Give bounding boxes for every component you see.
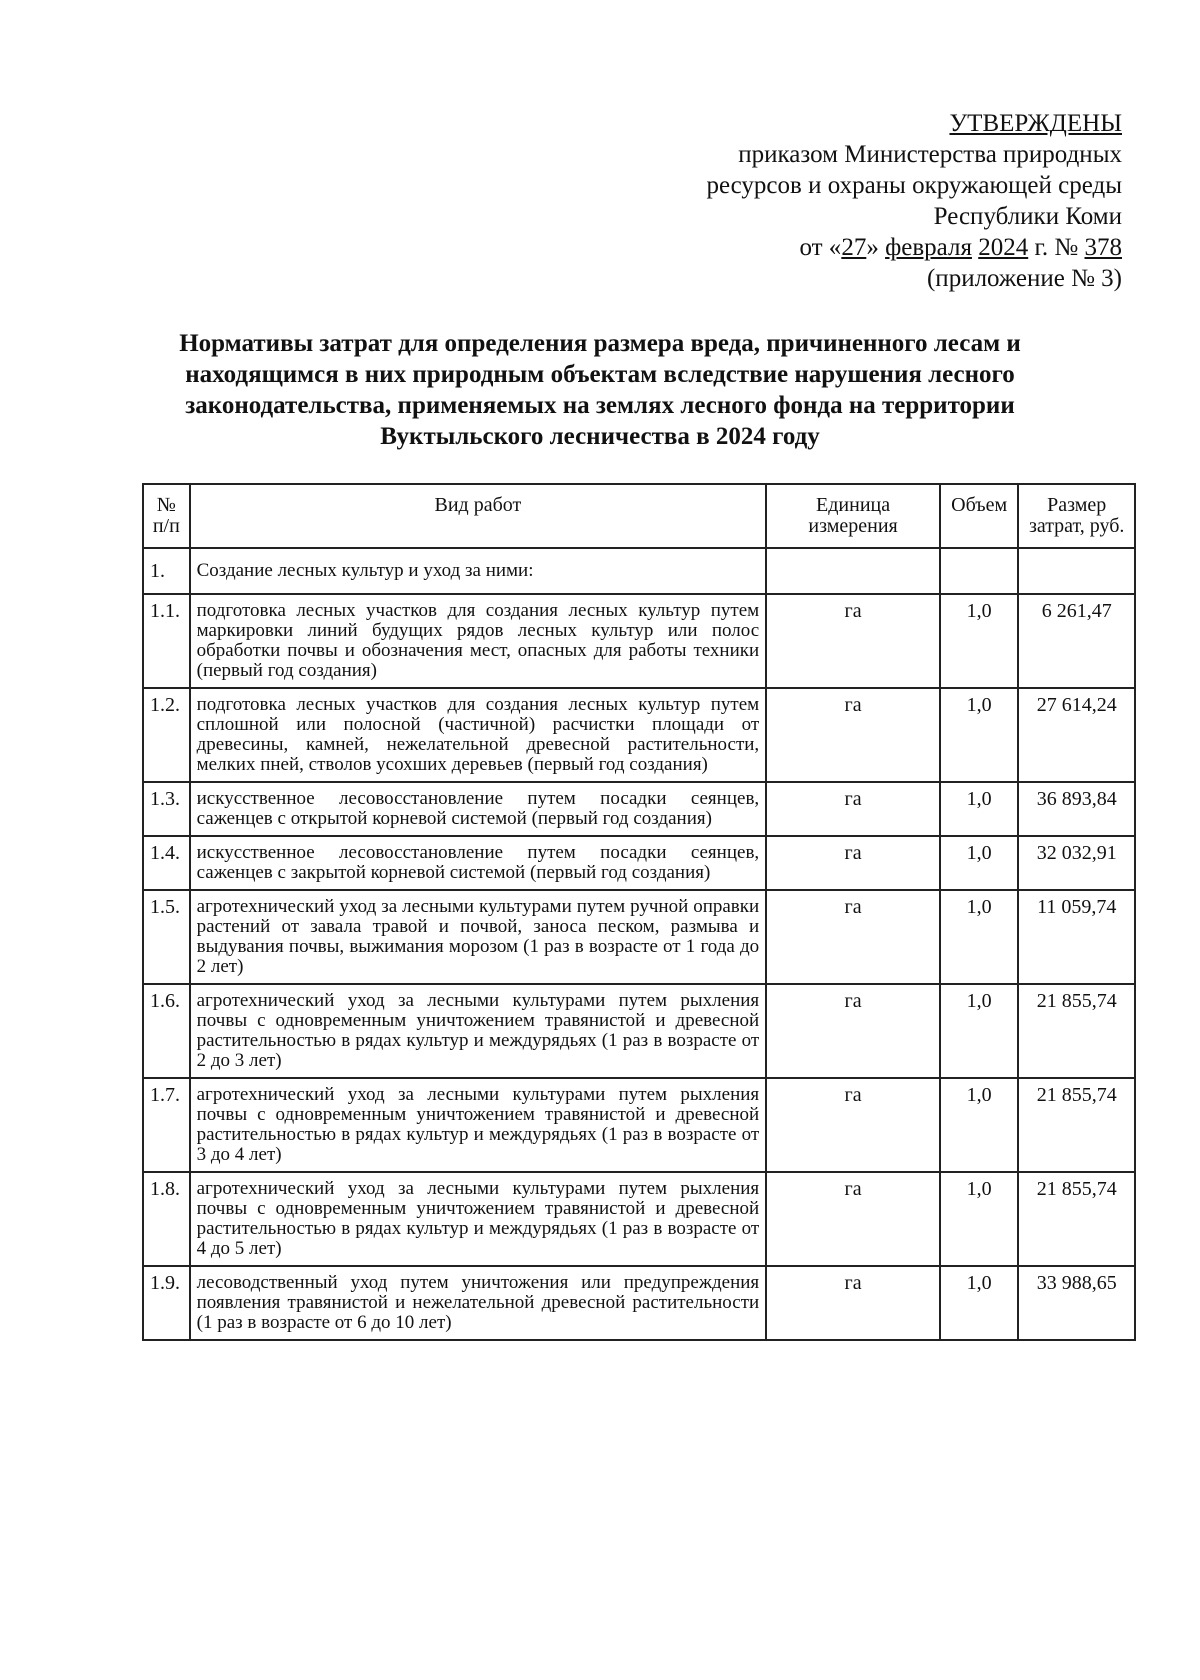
row-cost: 36 893,84 xyxy=(1018,782,1135,836)
row-number: 1.4. xyxy=(143,836,190,890)
table-row xyxy=(143,1266,1135,1340)
group-title: Создание лесных культур и уход за ними: xyxy=(190,548,767,594)
approval-line-1: приказом Министерства природных xyxy=(738,141,1122,168)
row-number: 1.8. xyxy=(143,1172,190,1266)
table-row xyxy=(143,1078,1135,1172)
row-number: 1.6. xyxy=(143,984,190,1078)
group-number: 1. xyxy=(143,548,190,594)
header-number: № п/п xyxy=(143,484,190,548)
table-header-row xyxy=(143,484,1135,548)
row-cost: 21 855,74 xyxy=(1018,984,1135,1078)
row-work: агротехнический уход за лесными культурами путем рыхления почвы с одновременным уничтожением травянистой и древесной растительностью в рядах культур и междурядьях (1 раз в возрасте от 4 до 5 лет) xyxy=(190,1172,767,1266)
header-work-type: Вид работ xyxy=(190,484,767,548)
row-volume: 1,0 xyxy=(940,1266,1018,1340)
row-work: лесоводственный уход путем уничтожения или предупреждения появления травянистой и нежелательной древесной растительности (1 раз в возрасте от 6 до 10 лет) xyxy=(190,1266,767,1340)
title-line-1: Нормативы затрат для определения размера вреда, причиненного лесам и xyxy=(179,330,1021,357)
table-row xyxy=(143,782,1135,836)
table-group-row xyxy=(143,548,1135,594)
row-cost: 27 614,24 xyxy=(1018,688,1135,782)
row-unit: га xyxy=(766,836,940,890)
approval-year: 2024 xyxy=(978,234,1029,261)
row-work: агротехнический уход за лесными культурами путем рыхления почвы с одновременным уничтожением травянистой и древесной растительностью в рядах культур и междурядьях (1 раз в возрасте от 2 до 3 лет) xyxy=(190,984,767,1078)
document-title xyxy=(120,328,1080,452)
row-work: искусственное лесовосстановление путем посадки сеянцев, саженцев с закрытой корневой системой (первый год создания) xyxy=(190,836,767,890)
row-cost: 33 988,65 xyxy=(1018,1266,1135,1340)
approval-month: февраля xyxy=(885,234,972,261)
approval-date: от «27» февраля 2024 г. № 378 xyxy=(799,234,1122,261)
row-unit: га xyxy=(766,594,940,688)
header-volume: Объем xyxy=(940,484,1018,548)
approval-appendix: (приложение № 3) xyxy=(926,265,1122,292)
header-cost: Размер затрат, руб. xyxy=(1018,484,1135,548)
row-volume: 1,0 xyxy=(940,782,1018,836)
row-number: 1.3. xyxy=(143,782,190,836)
row-work: агротехнический уход за лесными культурами путем ручной оправки растений от завала травой и почвой, заноса песком, размыва и выдувания почвы, выжимания морозом (1 раз в возрасте от 1 года до 2 лет) xyxy=(190,890,767,984)
row-number: 1.1. xyxy=(143,594,190,688)
approval-day: 27 xyxy=(841,234,867,261)
row-number: 1.5. xyxy=(143,890,190,984)
title-line-4: Вуктыльского лесничества в 2024 году xyxy=(380,423,820,450)
table-row xyxy=(143,1172,1135,1266)
row-cost: 6 261,47 xyxy=(1018,594,1135,688)
table-row xyxy=(143,836,1135,890)
row-cost: 21 855,74 xyxy=(1018,1172,1135,1266)
row-work: подготовка лесных участков для создания лесных культур путем маркировки линий будущих рядов лесных культур или полос обработки почвы и обозначения мест, опасных для работы техники (первый год создания) xyxy=(190,594,767,688)
row-unit: га xyxy=(766,1266,940,1340)
table-row xyxy=(143,890,1135,984)
table-row xyxy=(143,688,1135,782)
row-volume: 1,0 xyxy=(940,890,1018,984)
norms-table xyxy=(142,483,1136,1341)
row-unit: га xyxy=(766,1078,940,1172)
row-unit: га xyxy=(766,1172,940,1266)
table-row xyxy=(143,984,1135,1078)
row-number: 1.9. xyxy=(143,1266,190,1340)
row-volume: 1,0 xyxy=(940,1172,1018,1266)
row-cost: 11 059,74 xyxy=(1018,890,1135,984)
row-unit: га xyxy=(766,890,940,984)
approval-line-2: ресурсов и охраны окружающей среды xyxy=(706,172,1122,199)
approval-order-number: 378 xyxy=(1084,234,1122,261)
title-line-2: находящимся в них природным объектам вследствие нарушения лесного xyxy=(185,361,1015,388)
row-number: 1.2. xyxy=(143,688,190,782)
title-line-3: законодательства, применяемых на землях лесного фонда на территории xyxy=(185,392,1015,419)
row-work: агротехнический уход за лесными культурами путем рыхления почвы с одновременным уничтожением травянистой и древесной растительностью в рядах культур и междурядьях (1 раз в возрасте от 3 до 4 лет) xyxy=(190,1078,767,1172)
row-volume: 1,0 xyxy=(940,594,1018,688)
row-volume: 1,0 xyxy=(940,1078,1018,1172)
row-number: 1.7. xyxy=(143,1078,190,1172)
row-unit: га xyxy=(766,688,940,782)
row-unit: га xyxy=(766,984,940,1078)
approval-heading: УТВЕРЖДЕНЫ xyxy=(949,110,1122,137)
header-unit: Единица измерения xyxy=(766,484,940,548)
approval-block xyxy=(706,108,1122,294)
row-volume: 1,0 xyxy=(940,688,1018,782)
row-work: подготовка лесных участков для создания лесных культур путем сплошной или полосной (частичной) расчистки площади от древесины, камней, нежелательной древесной растительности, мелких пней, стволов усохших деревьев (первый год создания) xyxy=(190,688,767,782)
row-volume: 1,0 xyxy=(940,984,1018,1078)
approval-line-3: Республики Коми xyxy=(933,203,1122,230)
row-cost: 32 032,91 xyxy=(1018,836,1135,890)
row-cost: 21 855,74 xyxy=(1018,1078,1135,1172)
table-row xyxy=(143,594,1135,688)
row-work: искусственное лесовосстановление путем посадки сеянцев, саженцев с открытой корневой системой (первый год создания) xyxy=(190,782,767,836)
row-volume: 1,0 xyxy=(940,836,1018,890)
row-unit: га xyxy=(766,782,940,836)
